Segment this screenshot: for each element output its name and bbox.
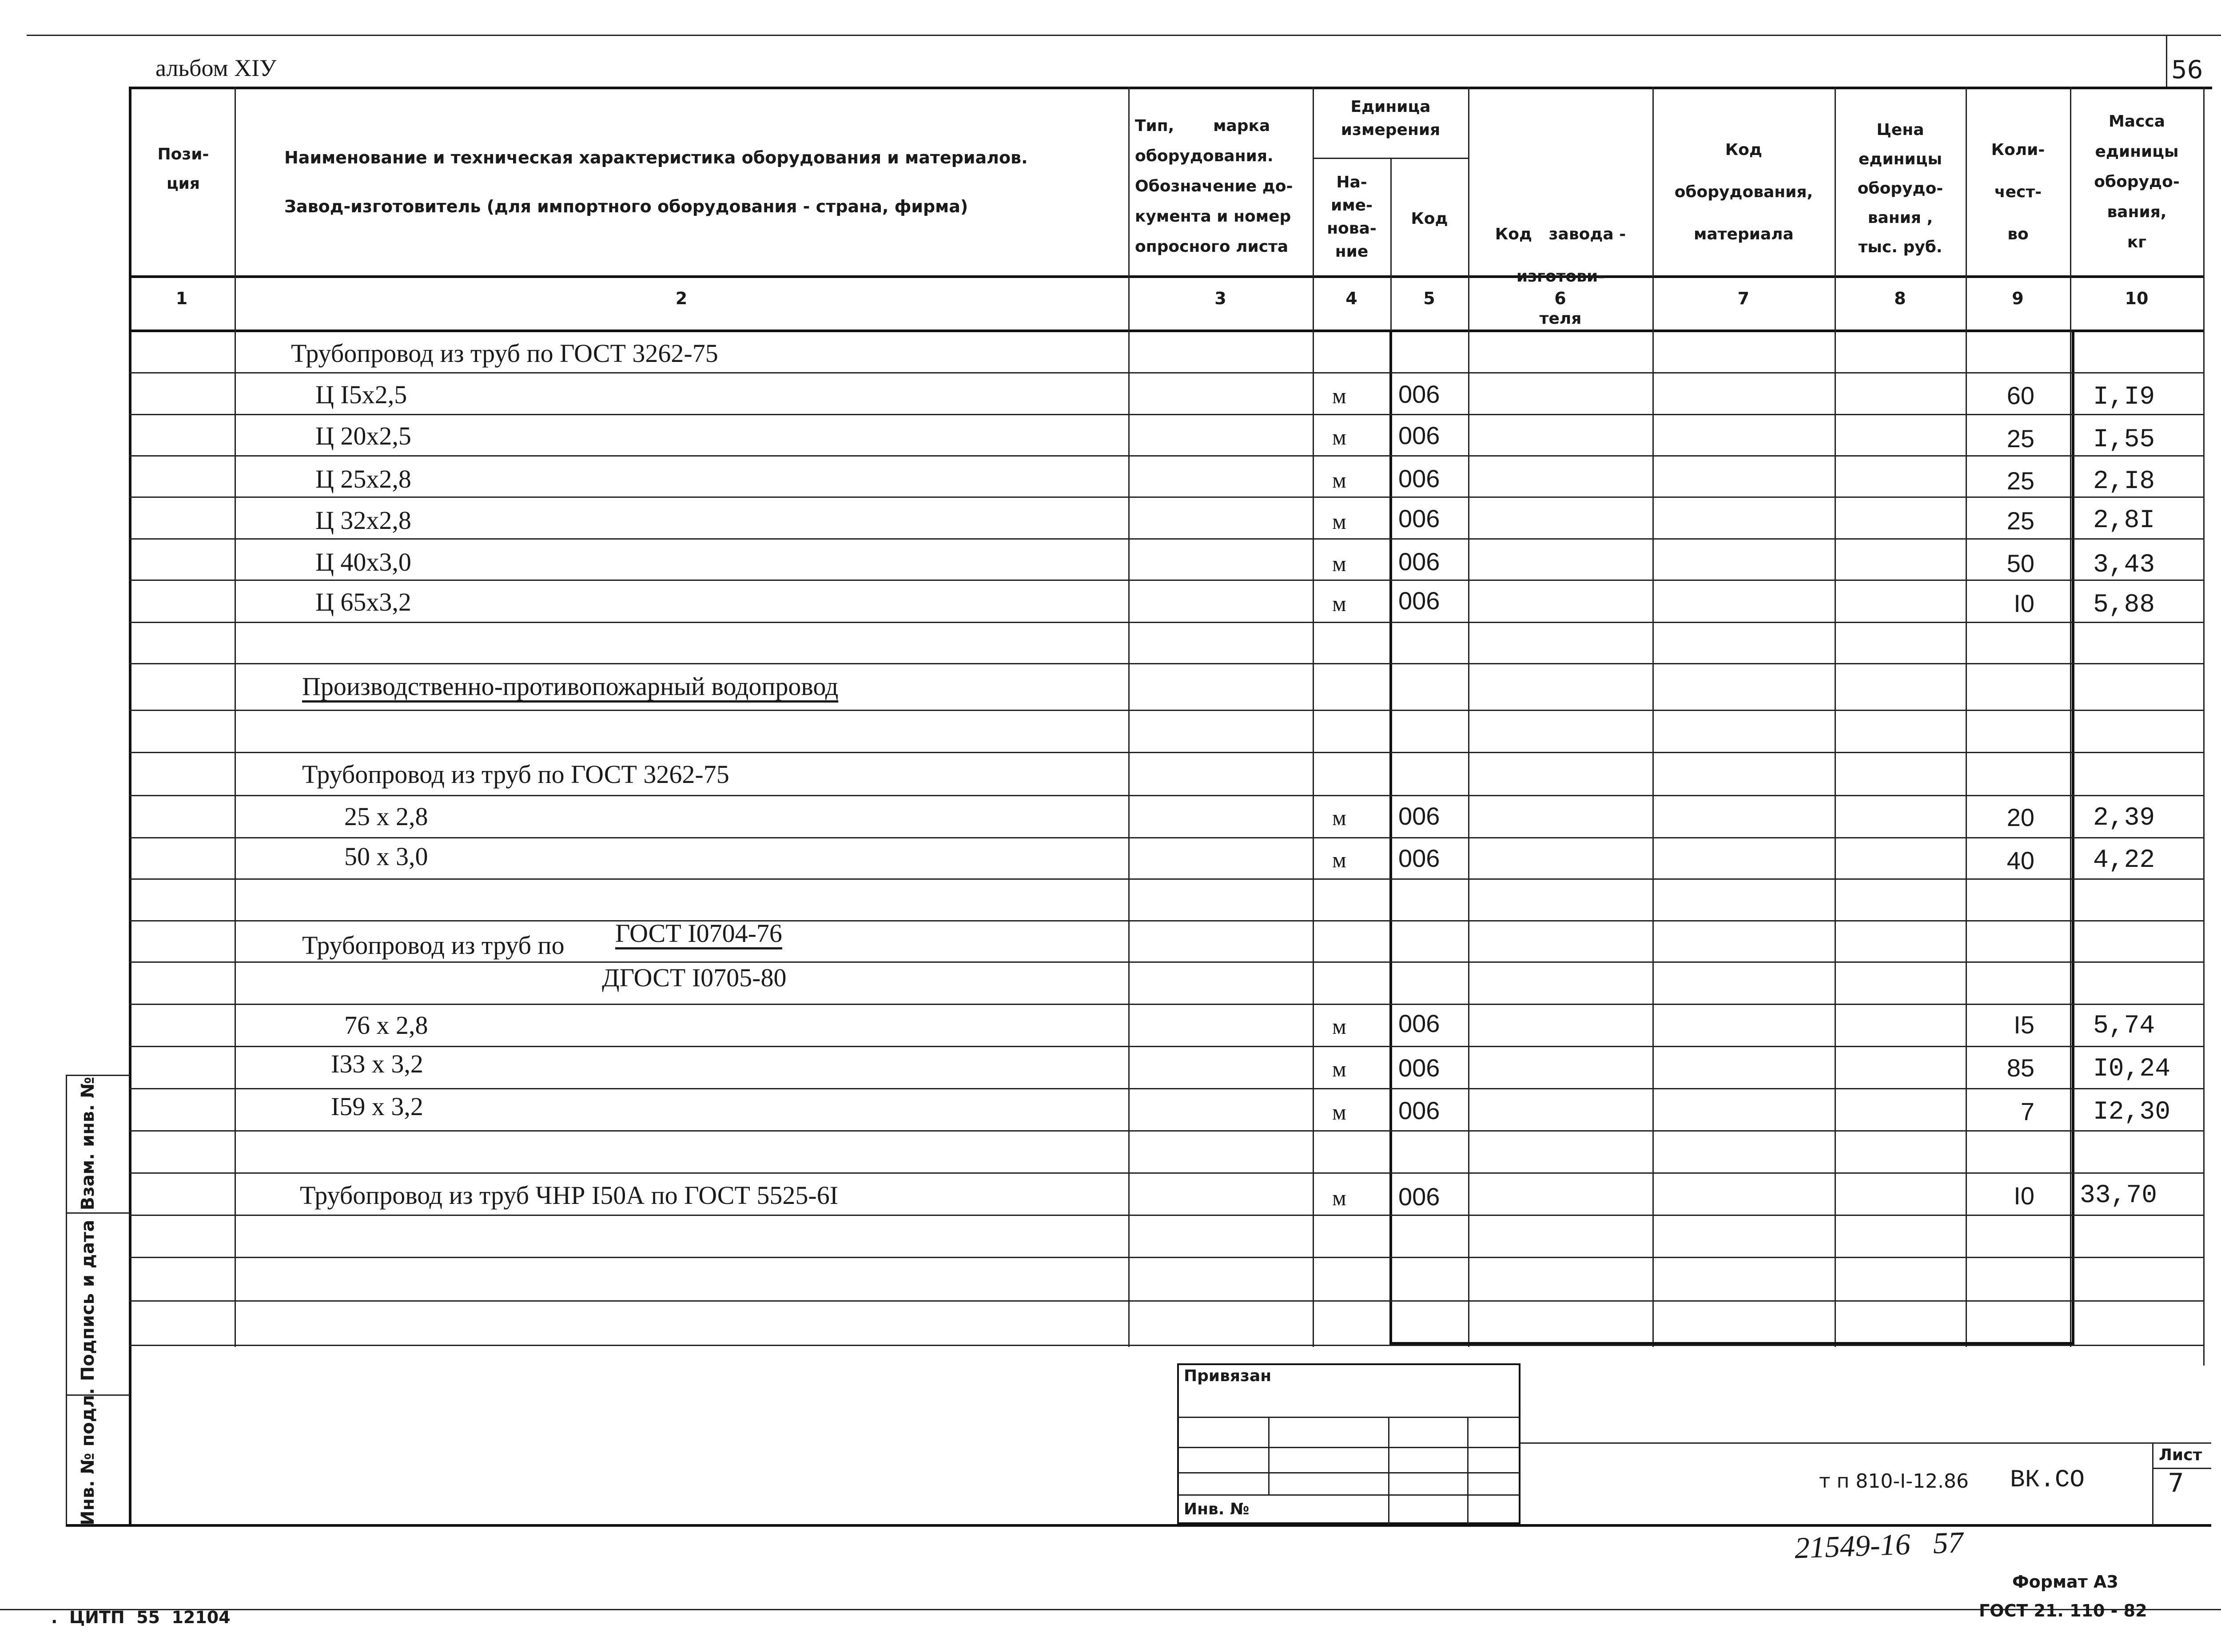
privyazan-label: Привязан: [1184, 1367, 1272, 1385]
row-name: 25 x 2,8: [344, 802, 428, 831]
row-mass: 2,39: [2093, 804, 2155, 833]
page-number: 56: [2171, 56, 2203, 84]
row-unit: м: [1332, 1185, 1346, 1210]
col-number-3: 3: [1214, 289, 1226, 308]
row-mass: I,I9: [2093, 383, 2155, 412]
header-qty: Коли- чест- во: [1991, 141, 2045, 243]
header-unit-name: На- име- нова- ние: [1327, 173, 1377, 261]
row-unit: м: [1332, 1056, 1346, 1081]
row-qty: 7: [2020, 1097, 2034, 1125]
header-pos: Пози- ция: [157, 145, 209, 193]
col-number-7: 7: [1737, 289, 1750, 308]
row-mass: 2,8I: [2093, 506, 2155, 535]
row-unit: м: [1332, 1100, 1346, 1124]
handwritten-number: 21549-16 57: [1794, 1525, 1964, 1565]
document-code: т п 810-I-12.86: [1819, 1470, 1969, 1493]
col-number-9: 9: [2012, 289, 2024, 308]
row-mass: 5,88: [2093, 591, 2155, 620]
row-name: Трубопровод из труб по: [302, 931, 565, 960]
header-equip-code: Код оборудования, материала: [1674, 141, 1813, 243]
album-title: альбом XIУ: [155, 55, 277, 81]
row-name: Трубопровод из труб по ГОСТ 3262-75: [302, 760, 729, 789]
row-code: 006: [1398, 504, 1440, 532]
row-name: Ц 25x2,8: [315, 465, 411, 493]
row-qty: 25: [2006, 467, 2034, 495]
col-number-10: 10: [2125, 289, 2149, 308]
row-code: 006: [1398, 421, 1440, 449]
side-label-vzam-inv: Взам. инв. №: [78, 1076, 98, 1211]
row-mass: 2,I8: [2093, 467, 2155, 496]
row-unit: м: [1332, 509, 1346, 534]
row-code: 006: [1398, 844, 1440, 872]
row-qty: I0: [2014, 589, 2034, 617]
row-unit: м: [1332, 1014, 1346, 1039]
row-qty: 85: [2006, 1054, 2034, 1082]
header-name: Наименование и техническая характеристика оборудования и материалов. Завод-изготовитель (для импортного оборудования - страна, фирма): [284, 148, 1028, 216]
section-title: Производственно-противопожарный водопровод: [302, 672, 839, 701]
side-label-inv-podl: Инв. № подл.: [78, 1388, 98, 1525]
inv-no-label: Инв. №: [1184, 1500, 1250, 1518]
row-name: 76 x 2,8: [344, 1011, 428, 1040]
col-number-4: 4: [1345, 289, 1357, 308]
row-name: Ц 40x3,0: [315, 548, 411, 576]
sheet-number: 7: [2168, 1468, 2184, 1498]
row-unit: м: [1332, 591, 1346, 616]
sheet-label: Лист: [2159, 1446, 2202, 1464]
row-qty: 25: [2006, 425, 2034, 453]
row-name: 50 x 3,0: [344, 842, 428, 871]
row-qty: 20: [2006, 803, 2034, 831]
row-code: 006: [1398, 802, 1440, 830]
header-mass: Масса единицы оборудо- вания, кг: [2094, 112, 2180, 251]
row-code: 006: [1398, 1096, 1440, 1124]
row-name: I33 x 3,2: [331, 1049, 423, 1078]
row-name: Ц I5x2,5: [315, 380, 407, 409]
row-qty: 60: [2006, 381, 2034, 409]
row-unit: м: [1332, 383, 1346, 408]
row-mass: I0,24: [2093, 1055, 2171, 1084]
row-qty: 25: [2006, 507, 2034, 535]
header-unit-code: Код: [1411, 210, 1448, 228]
row-qty: 50: [2006, 549, 2034, 577]
side-label-signature-date: Подпись и дата: [78, 1219, 98, 1381]
row-mass: 33,70: [2080, 1181, 2157, 1210]
row-code: 006: [1398, 1183, 1440, 1211]
row-unit: м: [1332, 847, 1346, 872]
col-number-2: 2: [675, 289, 688, 308]
row-code: 006: [1398, 380, 1440, 408]
row-mass: 3,43: [2093, 551, 2155, 580]
header-factory-code: Код завода - изготови- теля: [1495, 225, 1626, 328]
row-qty: 40: [2006, 846, 2034, 874]
row-qty: I5: [2014, 1011, 2034, 1039]
col-number-8: 8: [1894, 289, 1906, 308]
row-name: Трубопровод из труб ЧНР I50А по ГОСТ 5525-6I: [300, 1181, 839, 1210]
row-unit: м: [1332, 805, 1346, 830]
printer-code: . ЦИТП 55 12104: [51, 1608, 231, 1627]
row-name: Трубопровод из труб по ГОСТ 3262-75: [291, 339, 718, 368]
row-mass: 4,22: [2093, 846, 2155, 875]
row-code: 006: [1398, 1009, 1440, 1037]
row-mass: 5,74: [2093, 1012, 2155, 1040]
row-qty: I0: [2014, 1182, 2034, 1210]
header-unit-group: Единица измерения: [1341, 98, 1441, 139]
row-unit: м: [1332, 551, 1346, 576]
gost-numerator: ГОСТ I0704-76: [615, 919, 782, 948]
row-mass: I2,30: [2093, 1098, 2171, 1127]
row-name: I59 x 3,2: [331, 1092, 423, 1121]
row-name: Ц 65x3,2: [315, 588, 411, 616]
row-code: 006: [1398, 587, 1440, 615]
col-number-1: 1: [175, 289, 188, 308]
gost-denominator: ДГОСТ I0705-80: [602, 963, 787, 992]
row-code: 006: [1398, 465, 1440, 492]
header-type: Тип, марка оборудования. Обозначение до- кумента и номер опросного листа: [1135, 117, 1293, 256]
header-price: Цена единицы оборудо- вания , тыс. руб.: [1857, 121, 1943, 256]
row-name: Ц 32x2,8: [315, 506, 411, 535]
document-mark: ВК.СО: [2010, 1465, 2085, 1494]
row-code: 006: [1398, 548, 1440, 576]
row-unit: м: [1332, 425, 1346, 449]
col-number-5: 5: [1423, 289, 1435, 308]
row-name: Ц 20x2,5: [315, 421, 411, 450]
row-mass: I,55: [2093, 425, 2155, 454]
row-unit: м: [1332, 468, 1346, 492]
format-label: Формат А3: [2012, 1572, 2118, 1592]
row-code: 006: [1398, 1054, 1440, 1082]
gost-footer: ГОСТ 21. 110 - 82: [1979, 1601, 2147, 1620]
col-number-6: 6: [1554, 289, 1566, 308]
